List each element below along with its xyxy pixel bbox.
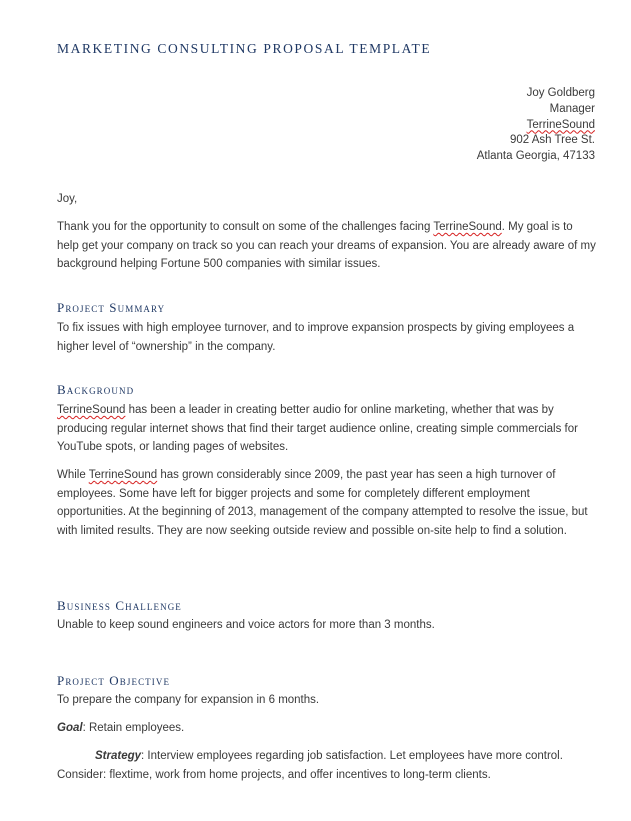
background-p1-text: has been a leader in creating better audio for online marketing, whether that was by producing regular internet shows that find their target audience online, creating simple commercials for YouTube spots, or landing pages of websites. [57, 404, 578, 454]
business-challenge-text: Unable to keep sound engineers and voice actors for more than 3 months. [57, 619, 435, 631]
recipient-position: Manager [549, 102, 595, 115]
background-heading: Background [57, 382, 135, 397]
strategy-paragraph [57, 747, 597, 784]
intro-text-end: . My goal is to help get your company on track so you can reach your dreams of expansion. You are already aware of my background helping Fortune 500 companies with similar issues. [57, 221, 596, 271]
background-p2-start: While [57, 469, 89, 481]
goal-label: Goal [57, 722, 83, 734]
document-title: MARKETING CONSULTING PROPOSAL TEMPLATE [57, 41, 432, 56]
strategy-text: : Interview employees regarding job satisfaction. Let employees have more control. Consider: flextime, work from home projects, and offer incentives to long-term clients. [57, 750, 563, 781]
intro-paragraph [57, 218, 597, 274]
goal-text: : Retain employees. [82, 722, 185, 734]
background-p2-company-name: TerrineSound [88, 469, 158, 481]
background-paragraph-1 [57, 401, 597, 457]
intro-text-start: Thank you for the opportunity to consult on some of the challenges facing [57, 221, 434, 233]
background-company-name: TerrineSound [57, 404, 126, 416]
background-p2-text: has grown considerably since 2009, the past year has seen a high turnover of employees. Some have left for bigger projects and some for completely different employment opportunities. At the beginning of 2013, management of the company attempted to resolve the issue, but with limited results. They are now seeking outside review and possible on-site help to find a solution. [57, 469, 588, 537]
project-objective-text: To prepare the company for expansion in 6 months. [57, 694, 320, 706]
recipient-name: Joy Goldberg [526, 87, 595, 99]
project-summary-text: To fix issues with high employee turnover, and to improve expansion prospects by giving employees a higher level of “ownership” in the company. [57, 322, 575, 353]
recipient-street: 902 Ash Tree St. [509, 134, 595, 147]
recipient-company: TerrineSound [526, 118, 595, 131]
background-paragraph-2 [57, 466, 597, 540]
project-summary-heading: Project Summary [57, 300, 166, 315]
strategy-label: Strategy [95, 750, 142, 762]
recipient-address [295, 86, 595, 165]
intro-company-name: TerrineSound [433, 221, 502, 233]
recipient-city: Atlanta Georgia, 47133 [476, 150, 595, 163]
project-objective-heading: Project Objective [57, 673, 171, 688]
business-challenge-heading: Business Challenge [57, 598, 182, 613]
goal-line [57, 719, 597, 738]
salutation: Joy, [57, 193, 78, 205]
